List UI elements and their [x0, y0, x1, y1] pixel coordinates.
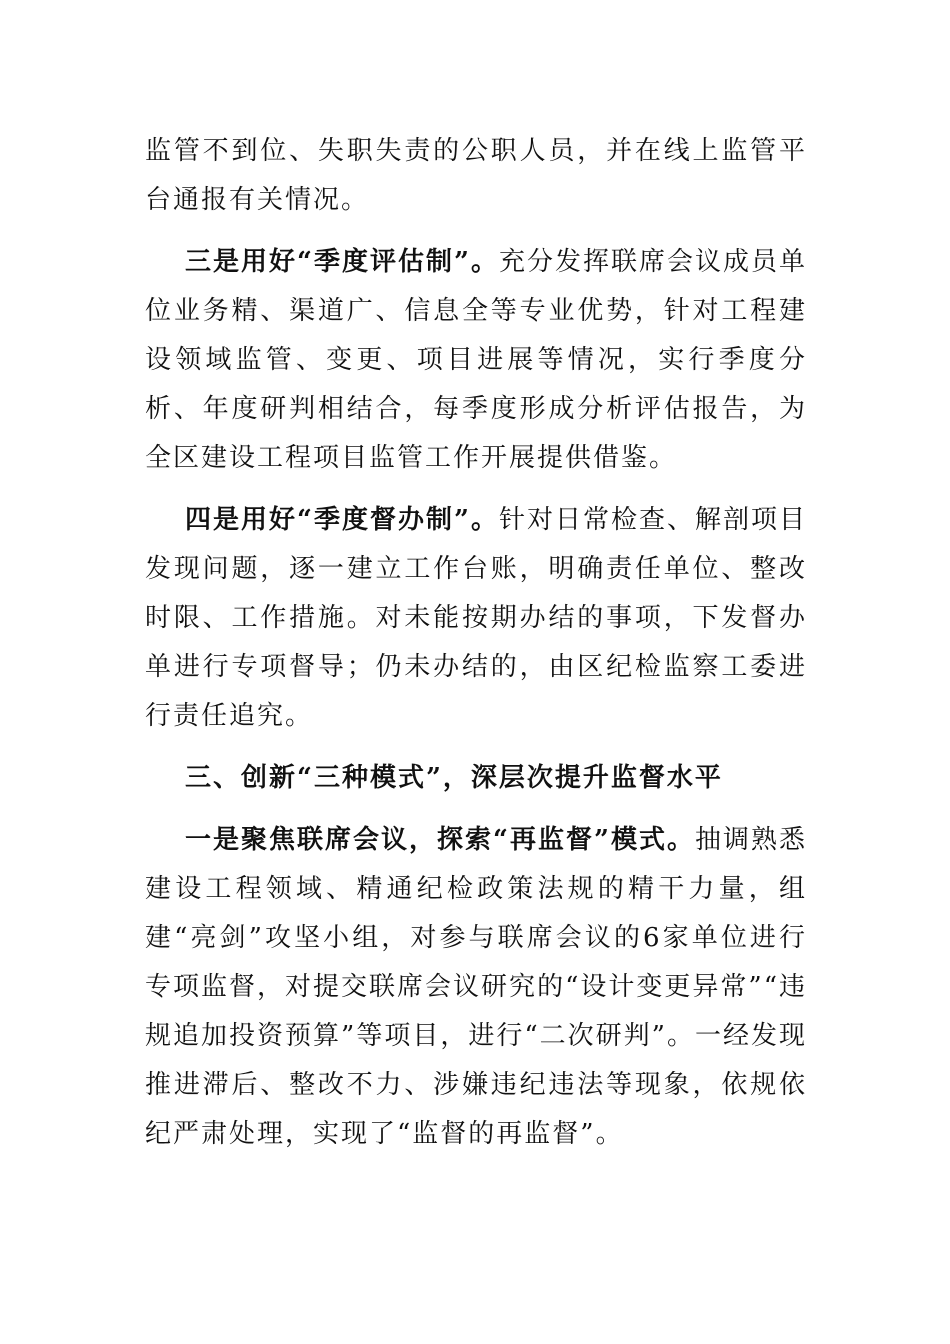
section-heading-text: 三、创新“三种模式”，深层次提升监督水平 [185, 763, 723, 793]
paragraph-text: 针对日常检查、解剖项目发现问题，逐一建立工作台账，明确责任单位、整改时限、工作措施。对未能按期办结的事项，下发督办单进行专项督导；仍未办结的，由区纪检监察工委进行责任追究。 [145, 505, 807, 731]
paragraph-text: 抽调熟悉建设工程领域、精通纪检政策法规的精干力量，组建“亮剑”攻坚小组，对参与联席会议的6家单位进行专项监督，对提交联席会议研究的“设计变更异常”“违规追加投资预算”等项目，进行“二次研判”。一经发现推进滞后、整改不力、涉嫌违纪违法等现象，依规依纪严肃处理，实现了“监督的再监督”。 [145, 825, 807, 1149]
paragraph-text: 监管不到位、失职失责的公职人员，并在线上监管平台通报有关情况。 [145, 136, 807, 215]
paragraph-heading: 一是聚焦联席会议，探索“再监督”模式。 [185, 825, 695, 855]
section-heading [145, 754, 807, 803]
paragraph-re-supervision [145, 816, 807, 1159]
paragraph-text: 充分发挥联席会议成员单位业务精、渠道广、信息全等专业优势，针对工程建设领域监管、变更、项目进展等情况，实行季度分析、年度研判相结合，每季度形成分析评估报告，为全区建设工程项目监管工作开展提供借鉴。 [145, 247, 807, 473]
paragraph-quarterly-supervision [145, 496, 807, 741]
paragraph-heading: 四是用好“季度督办制”。 [185, 505, 499, 535]
paragraph-quarterly-assessment [145, 238, 807, 483]
paragraph-heading: 三是用好“季度评估制”。 [185, 247, 499, 277]
document-page [145, 127, 807, 1159]
paragraph-continuation [145, 127, 807, 225]
